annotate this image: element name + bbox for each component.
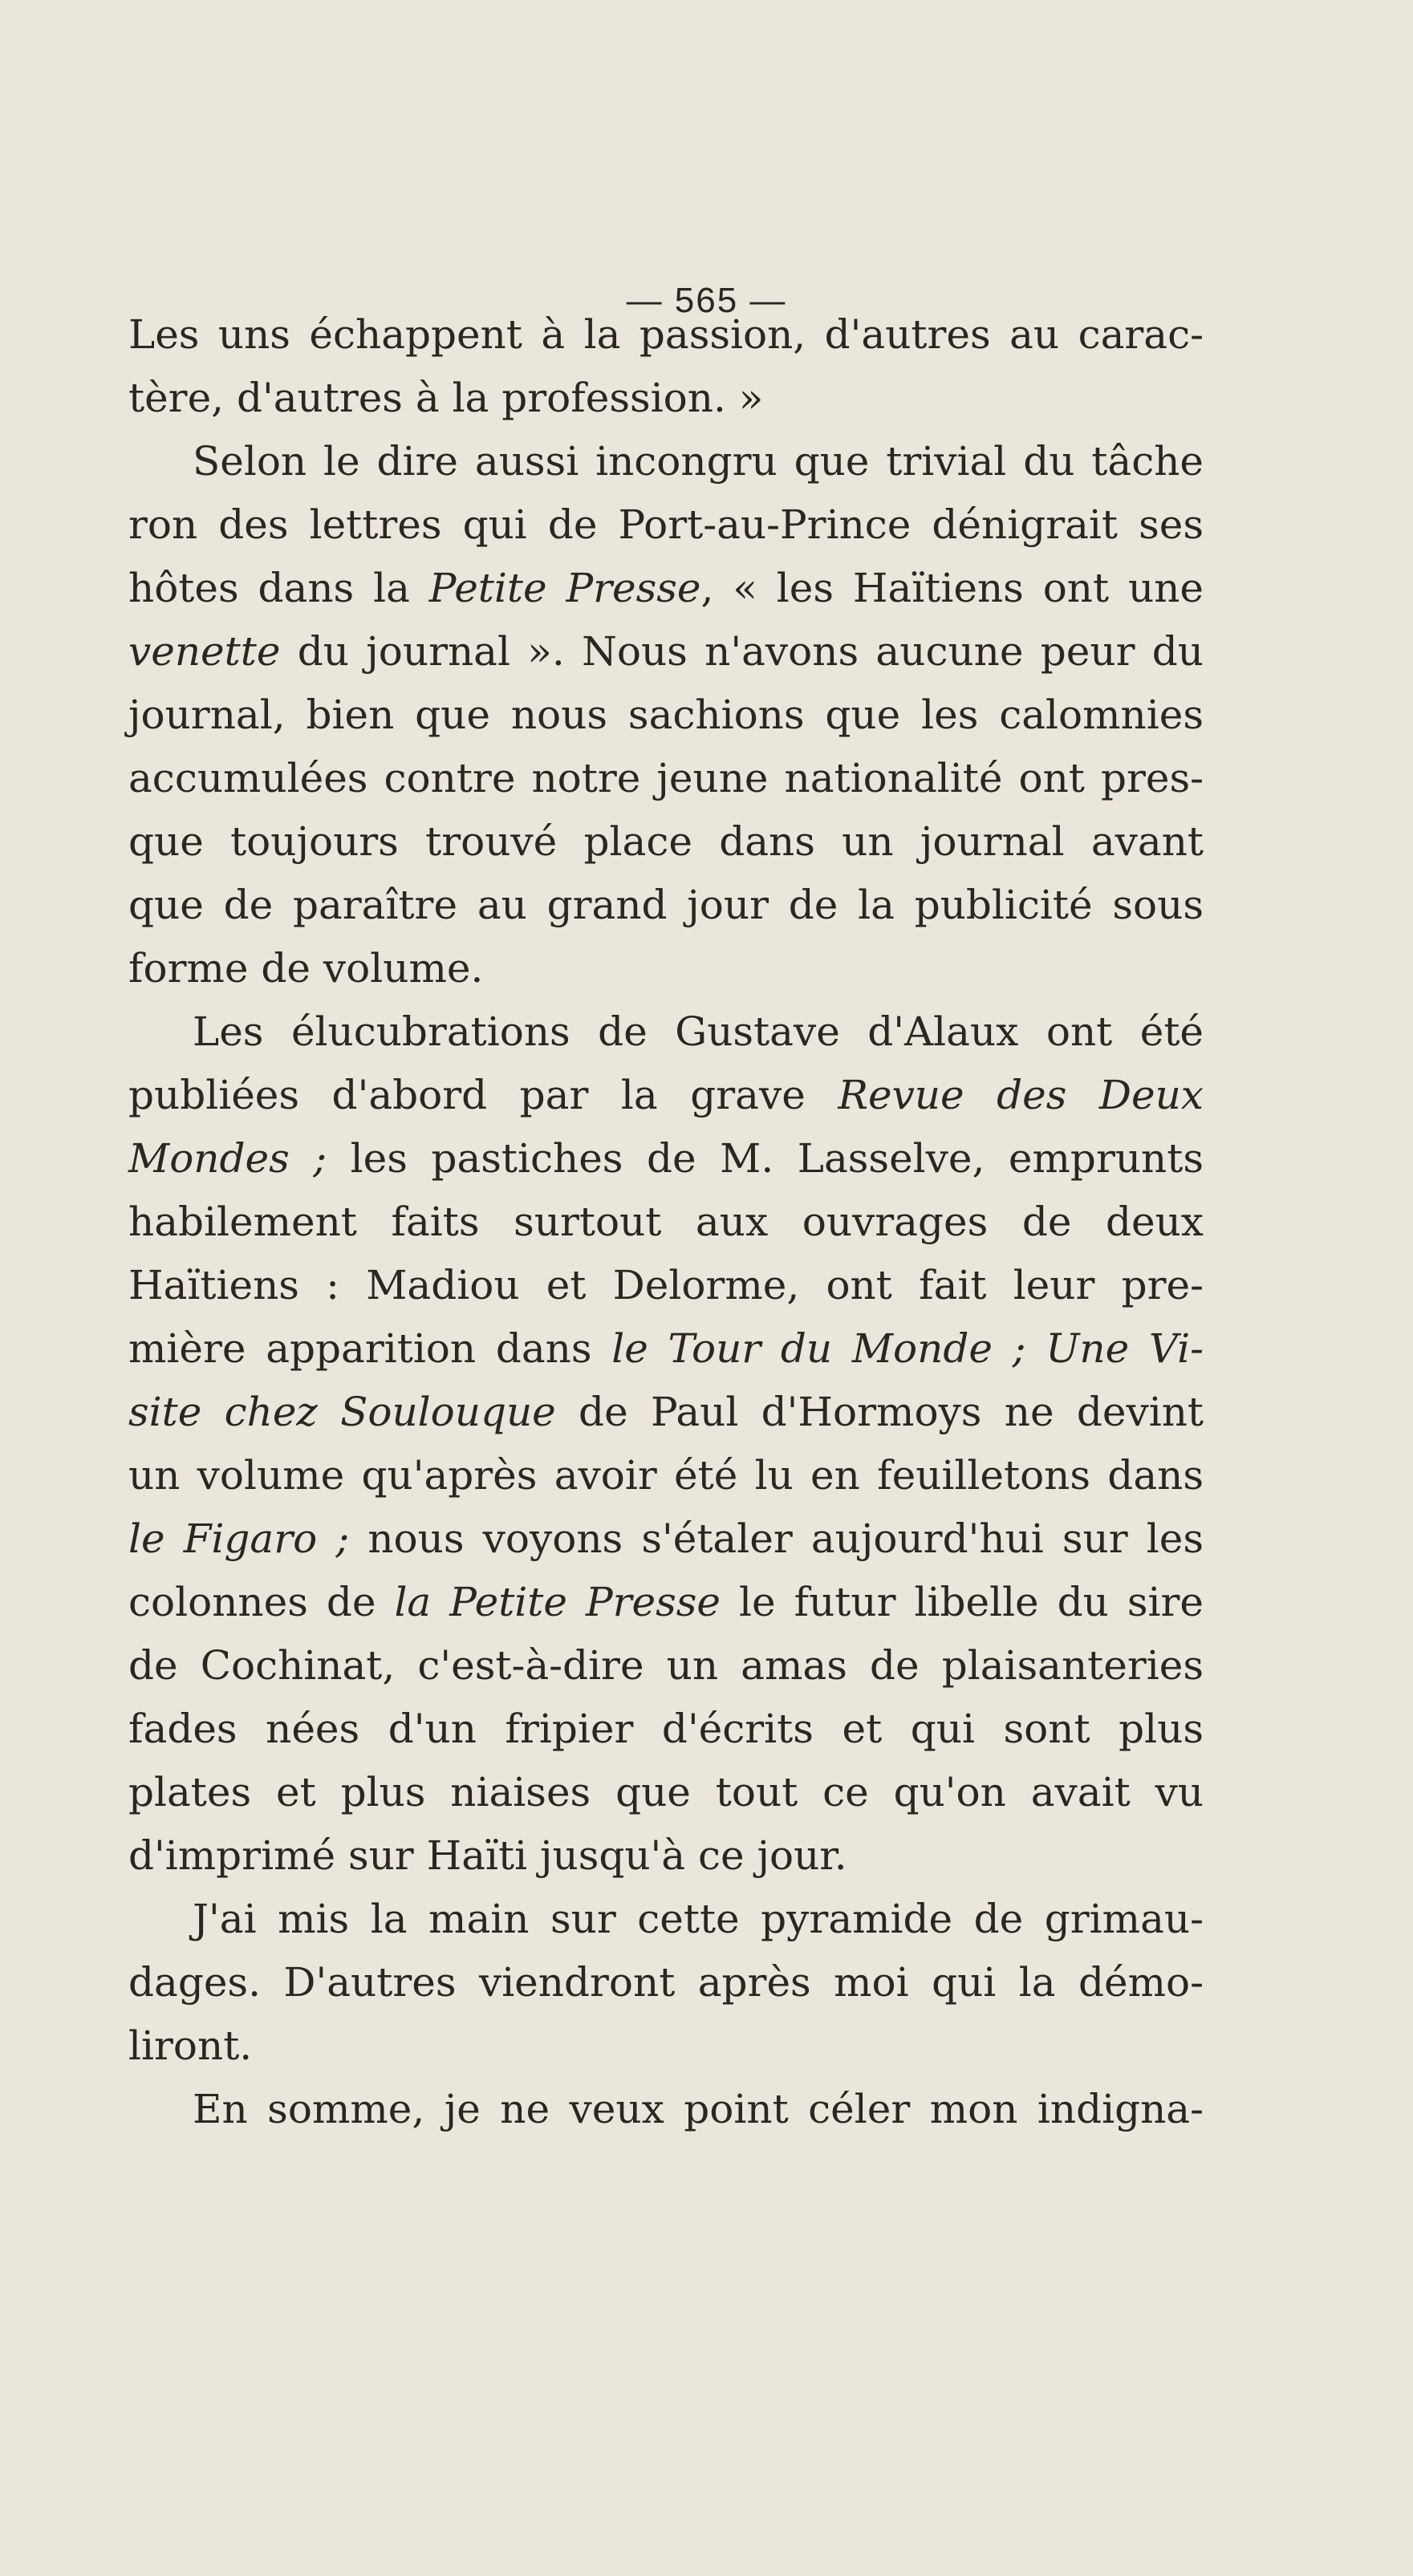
text-line: que toujours trouvé place dans un journal avant — [128, 818, 1204, 865]
italic-title: Revue des Deux — [838, 1072, 1204, 1118]
text-run: le futur libelle du sire — [721, 1579, 1204, 1625]
text-run: nous voyons s'étaler aujourd'hui sur les — [349, 1515, 1204, 1562]
text-run: mière apparition dans — [128, 1325, 612, 1372]
text-line: ron des lettres qui de Port-au-Prince dénigrait ses — [128, 501, 1204, 548]
text-line — [128, 1381, 1204, 1444]
text-line — [128, 557, 1204, 620]
paragraph-start-line: Selon le dire aussi incongru que trivial du tâche — [193, 438, 1204, 485]
text-line: de Cochinat, c'est-à-dire un amas de plaisanteries — [128, 1642, 1204, 1689]
italic-word: venette — [128, 628, 281, 675]
italic-title: Mondes ; — [128, 1135, 327, 1182]
italic-title: Petite Presse — [428, 565, 701, 611]
text-line — [128, 620, 1204, 684]
text-line — [128, 1064, 1204, 1127]
text-line: forme de volume. — [128, 945, 484, 992]
text-line: habilement faits surtout aux ouvrages de deux — [128, 1199, 1204, 1245]
page-number: — 565 — — [626, 281, 787, 320]
text-run: hôtes dans la — [128, 565, 429, 611]
text-line: journal, bien que nous sachions que les calomnies — [128, 692, 1204, 738]
text-line: accumulées contre notre jeune nationalité ont pres- — [128, 755, 1204, 801]
text-run: du journal ». Nous n'avons aucune peur du — [280, 628, 1204, 675]
text-line: d'imprimé sur Haïti jusqu'à ce jour. — [128, 1832, 847, 1879]
italic-title: la Petite Presse — [394, 1579, 721, 1625]
italic-title: le Tour du Monde ; Une Vi- — [611, 1325, 1204, 1372]
text-line: Haïtiens : Madiou et Delorme, ont fait leur pre- — [128, 1262, 1204, 1308]
text-line: tère, d'autres à la profession. » — [128, 375, 764, 421]
text-line: fades nées d'un fripier d'écrits et qui sont plus — [128, 1706, 1204, 1752]
text-run: , « les Haïtiens ont une — [700, 565, 1204, 611]
text-line — [128, 1571, 1204, 1634]
text-line: un volume qu'après avoir été lu en feuilletons dans — [128, 1452, 1204, 1499]
text-line: que de paraître au grand jour de la publicité sous — [128, 882, 1204, 928]
paragraph-start-line: J'ai mis la main sur cette pyramide de grimau- — [193, 1896, 1204, 1942]
text-run: publiées d'abord par la grave — [128, 1072, 838, 1118]
text-line — [128, 1127, 1204, 1191]
text-run: colonnes de — [128, 1579, 395, 1625]
italic-title: site chez Soulouque — [128, 1389, 556, 1435]
text-run: de Paul d'Hormoys ne devint — [555, 1389, 1204, 1435]
paragraph-start-line: En somme, je ne veux point céler mon indigna- — [193, 2086, 1204, 2132]
text-run: les pastiches de M. Lasselve, emprunts — [327, 1135, 1204, 1182]
text-line — [128, 1507, 1204, 1571]
body-text — [128, 303, 1204, 2141]
paragraph-start-line: Les élucubrations de Gustave d'Alaux ont été — [193, 1008, 1204, 1055]
text-line — [128, 1317, 1204, 1381]
text-line: plates et plus niaises que tout ce qu'on avait vu — [128, 1769, 1204, 1815]
text-line: liront. — [128, 2022, 253, 2069]
italic-title: le Figaro ; — [128, 1515, 350, 1562]
text-line: dages. D'autres viendront après moi qui la démo- — [128, 1959, 1204, 2006]
text-line: Les uns échappent à la passion, d'autres au carac- — [128, 311, 1204, 358]
